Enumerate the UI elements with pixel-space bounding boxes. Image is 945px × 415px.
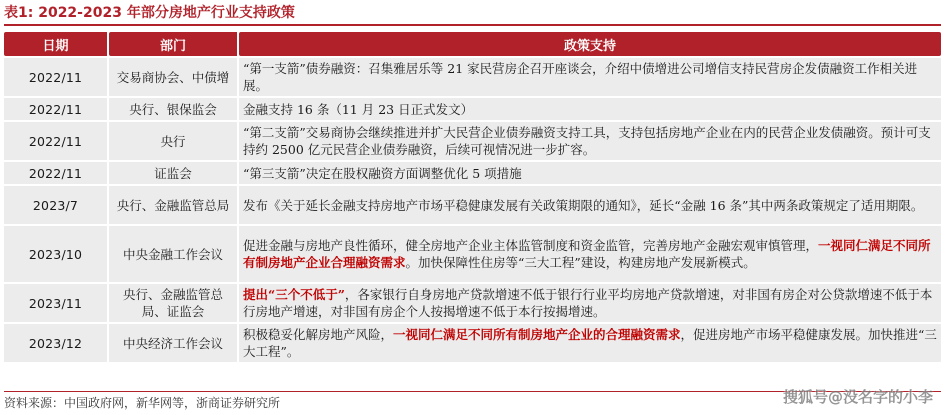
policy-highlight-text: 一视同仁满足不同所有制房地产企业的合理融资需求 <box>393 327 681 342</box>
row-date: 2022/11 <box>4 58 109 96</box>
policy-text: “第一支箭”债券融资：召集雅居乐等 21 家民营房企召开座谈会，介绍中债增进公司增信支持民营房企发债融资工作相关进展。 <box>243 61 918 93</box>
row-dept: 央行 <box>109 122 239 160</box>
row-date: 2022/11 <box>4 162 109 184</box>
row-date: 2022/11 <box>4 98 109 120</box>
header-date: 日期 <box>4 32 109 56</box>
row-date: 2023/12 <box>4 324 109 362</box>
policy-highlight-text: 一视同仁满足不同所有制房地产企业合理融资需求 <box>243 238 931 270</box>
table-row <box>4 186 941 224</box>
table-row <box>4 162 941 184</box>
watermark: 搜狐号@没名字的小李 <box>782 388 933 406</box>
policy-text: 金融支持 16 条（11 月 23 日正式发文） <box>243 101 474 117</box>
table-row <box>4 226 941 282</box>
policy-text: 发布《关于延长金融支持房地产市场平稳健康发展有关政策期限的通知》，延长“金融 16 条”其中两条政策规定了适用期限。 <box>243 197 924 213</box>
row-dept: 证监会 <box>109 162 239 184</box>
table-row <box>4 324 941 362</box>
table-row <box>4 58 941 96</box>
row-policy <box>239 284 941 322</box>
row-dept: 央行、银保监会 <box>109 98 239 120</box>
row-dept: 交易商协会、中债增 <box>109 58 239 96</box>
row-date: 2023/10 <box>4 226 109 282</box>
row-policy <box>239 122 941 160</box>
table-row <box>4 284 941 322</box>
policy-highlight-text: 提出“三个不低于” <box>243 287 345 302</box>
policy-text: 促进金融与房地产良性循环，健全房地产企业主体监管制度和资金监管，完善房地产金融宏观审慎管理， <box>243 238 819 253</box>
row-date: 2023/11 <box>4 284 109 322</box>
row-dept: 央行、金融监管总局 <box>109 186 239 224</box>
caption-divider <box>4 24 941 26</box>
policy-text: ，各家银行自身房地产贷款增速不低于银行行业平均房地产贷款增速，对非国有房企对公贷款增速不低于本行房地产增速，对非国有房企个人按揭增速不低于本行按揭增速。 <box>243 287 933 319</box>
row-policy <box>239 226 941 282</box>
table-row <box>4 122 941 160</box>
policy-text: 积极稳妥化解房地产风险， <box>243 327 394 342</box>
policy-text: 。加快保障性住房等“三大工程”建设，构建房地产发展新模式。 <box>405 255 756 270</box>
header-policy: 政策支持 <box>239 32 941 56</box>
row-policy <box>239 58 941 96</box>
row-policy <box>239 186 941 224</box>
row-dept: 央行、金融监管总局、证监会 <box>109 284 239 322</box>
policy-text: “第三支箭”决定在股权融资方面调整优化 5 项措施 <box>243 165 522 181</box>
table-row <box>4 98 941 120</box>
row-policy <box>239 324 941 362</box>
table-caption: 表1: 2022-2023 年部分房地产行业支持政策 <box>4 5 295 21</box>
row-policy <box>239 98 941 120</box>
row-policy <box>239 162 941 184</box>
table-header-row <box>4 32 941 56</box>
source-note: 资料来源：中国政府网，新华网等，浙商证券研究所 <box>4 396 281 410</box>
policy-text: ，促进房地产市场平稳健康发展。加快推进“三大工程”。 <box>243 327 937 359</box>
header-dept: 部门 <box>109 32 239 56</box>
policy-table <box>4 30 941 364</box>
row-date: 2022/11 <box>4 122 109 160</box>
row-dept: 中央金融工作会议 <box>109 226 239 282</box>
row-dept: 中央经济工作会议 <box>109 324 239 362</box>
policy-text: “第二支箭”交易商协会继续推进并扩大民营企业债券融资支持工具，支持包括房地产企业在内的民营企业发债融资。预计可支持约 2500 亿元民营企业债券融资，后续可视情况进一步扩容。 <box>243 125 931 157</box>
row-date: 2023/7 <box>4 186 109 224</box>
